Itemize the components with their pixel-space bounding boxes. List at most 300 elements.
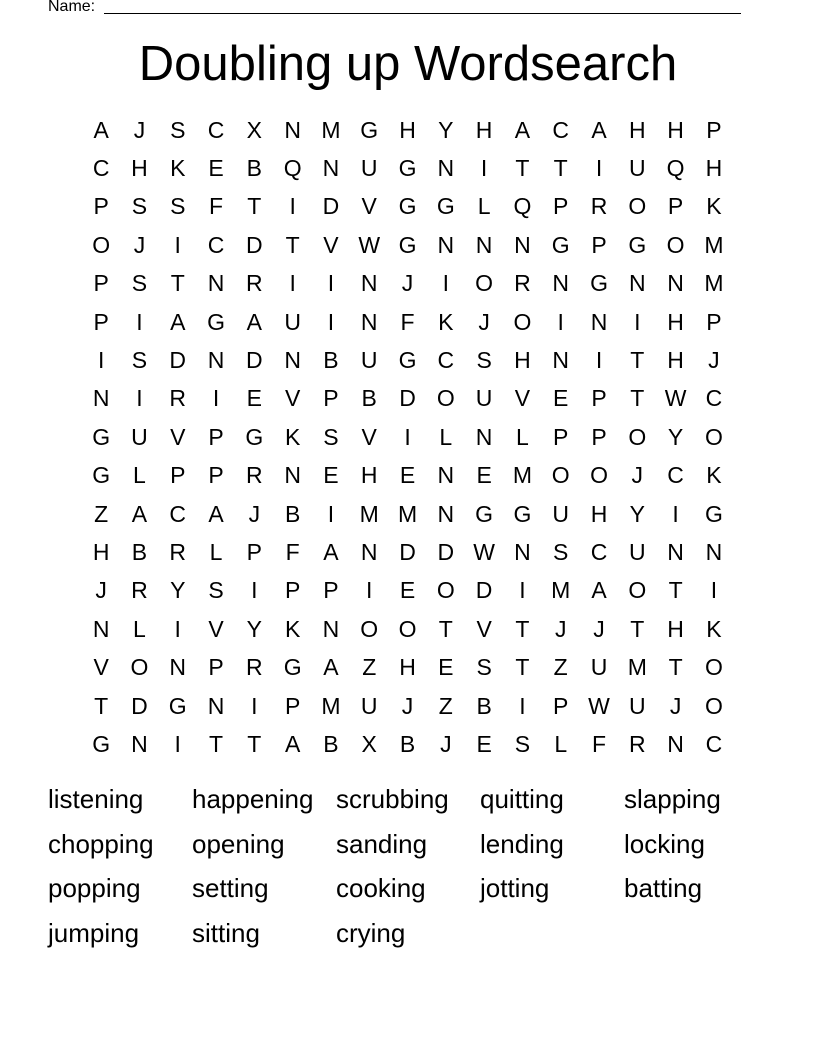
grid-letter: T: [438, 615, 453, 642]
grid-letter: H: [628, 116, 646, 143]
grid-letter: I: [327, 500, 335, 527]
grid-letter: Z: [553, 654, 568, 681]
grid-letter: A: [514, 116, 531, 143]
grid-letter: P: [170, 462, 186, 489]
grid-letter: B: [284, 500, 301, 527]
grid-letter: P: [284, 577, 301, 604]
grid-letter: P: [93, 193, 109, 220]
grid-letter: S: [514, 730, 531, 757]
grid-letter: Q: [666, 155, 685, 182]
grid-letter: R: [131, 577, 148, 604]
grid-letter: N: [705, 538, 723, 565]
grid-letter: A: [591, 116, 607, 143]
word-list-item: chopping: [48, 828, 154, 859]
grid-letter: N: [360, 270, 378, 297]
grid-letter: H: [667, 347, 684, 374]
grid-letter: N: [360, 538, 378, 565]
grid-letter: O: [590, 462, 608, 489]
grid-letter: N: [360, 308, 378, 335]
grid-letter: U: [552, 500, 570, 527]
grid-letter: O: [398, 615, 417, 642]
grid-letter: M: [321, 116, 341, 143]
grid-letter: I: [174, 231, 181, 258]
grid-letter: J: [401, 270, 414, 297]
grid-letter: N: [437, 231, 455, 258]
grid-letter: T: [170, 270, 185, 297]
grid-letter: G: [704, 500, 723, 527]
word-list-item: crying: [336, 917, 406, 948]
grid-letter: K: [170, 155, 186, 182]
grid-letter: G: [92, 462, 111, 489]
word-list-item: batting: [624, 873, 703, 903]
grid-letter: T: [630, 347, 645, 374]
grid-letter: O: [628, 577, 647, 604]
grid-letter: R: [246, 270, 263, 297]
grid-letter: J: [708, 347, 720, 374]
grid-letter: G: [398, 155, 417, 182]
grid-letter: A: [208, 500, 224, 527]
grid-letter: M: [359, 500, 379, 527]
grid-letter: Y: [170, 577, 186, 604]
grid-letter: T: [209, 730, 224, 757]
grid-letter: T: [515, 654, 530, 681]
grid-letter: U: [628, 692, 646, 719]
grid-letter: P: [667, 193, 684, 220]
grid-letter: H: [705, 155, 723, 182]
grid-letter: H: [360, 462, 378, 489]
grid-letter: V: [93, 654, 109, 681]
grid-letter: G: [207, 308, 225, 335]
grid-letter: U: [360, 347, 378, 374]
word-list-item: cooking: [336, 873, 426, 903]
grid-letter: G: [398, 231, 417, 258]
grid-letter: K: [284, 615, 301, 642]
grid-letter: V: [361, 193, 377, 220]
grid-letter: V: [476, 615, 492, 642]
grid-letter: W: [473, 538, 495, 565]
grid-letter: N: [92, 615, 110, 642]
grid-letter: O: [551, 462, 570, 489]
grid-letter: M: [321, 692, 341, 719]
grid-letter: F: [209, 193, 224, 220]
grid-letter: L: [477, 193, 491, 220]
grid-letter: U: [131, 423, 148, 450]
grid-letter: L: [133, 615, 146, 642]
grid-letter: G: [475, 500, 494, 527]
grid-letter: I: [595, 155, 603, 182]
grid-letter: V: [170, 423, 186, 450]
grid-letter: A: [246, 308, 262, 335]
grid-letter: I: [212, 385, 220, 412]
grid-letter: G: [590, 270, 608, 297]
grid-letter: O: [666, 231, 685, 258]
grid-letter: S: [208, 577, 224, 604]
grid-letter: G: [551, 231, 570, 258]
grid-letter: P: [591, 423, 607, 450]
grid-letter: M: [704, 270, 724, 297]
grid-letter: H: [667, 615, 684, 642]
grid-letter: N: [552, 347, 570, 374]
grid-letter: B: [323, 347, 339, 374]
grid-letter: P: [93, 308, 109, 335]
grid-letter: H: [590, 500, 608, 527]
grid-letter: I: [136, 308, 143, 335]
grid-letter: O: [513, 308, 532, 335]
grid-letter: J: [440, 730, 452, 757]
grid-letter: G: [628, 231, 647, 258]
grid-letter: P: [553, 423, 569, 450]
grid-letter: U: [475, 385, 493, 412]
grid-letter: M: [704, 231, 724, 258]
word-list-item: lending: [480, 828, 564, 859]
grid-letter: J: [133, 231, 146, 258]
grid-letter: T: [553, 155, 568, 182]
grid-letter: G: [92, 423, 111, 450]
grid-letter: C: [437, 347, 455, 374]
grid-letter: P: [208, 654, 224, 681]
grid-letter: U: [360, 155, 378, 182]
grid-letter: M: [627, 654, 647, 681]
grid-letter: D: [322, 193, 340, 220]
grid-letter: E: [553, 385, 569, 412]
grid-letter: B: [361, 385, 377, 412]
grid-letter: B: [476, 692, 492, 719]
grid-letter: N: [475, 231, 493, 258]
grid-letter: O: [436, 385, 455, 412]
grid-letter: I: [136, 385, 143, 412]
grid-letter: G: [92, 730, 111, 757]
grid-letter: D: [131, 692, 148, 719]
grid-letter: V: [323, 231, 339, 258]
grid-letter: N: [667, 730, 684, 757]
grid-letter: X: [246, 116, 262, 143]
grid-letter: I: [404, 423, 411, 450]
grid-letter: I: [634, 308, 641, 335]
grid-letter: E: [399, 577, 416, 604]
grid-letter: C: [705, 385, 723, 412]
grid-letter: O: [360, 615, 379, 642]
grid-letter: R: [169, 538, 187, 565]
name-field: [48, 0, 741, 17]
grid-letter: C: [92, 155, 110, 182]
grid-letter: J: [669, 692, 682, 719]
grid-letter: P: [208, 462, 224, 489]
grid-letter: K: [438, 308, 454, 335]
word-list-item: jotting: [480, 873, 550, 903]
grid-letter: M: [397, 500, 418, 527]
grid-letter: R: [169, 385, 187, 412]
grid-letter: T: [94, 692, 109, 719]
grid-letter: Z: [362, 654, 377, 681]
grid-letter: C: [590, 538, 608, 565]
grid-letter: H: [667, 308, 684, 335]
grid-letter: L: [516, 423, 529, 450]
grid-letter: D: [399, 385, 416, 412]
grid-letter: D: [246, 347, 263, 374]
word-list-item: slapping: [624, 784, 721, 814]
grid-letter: O: [704, 654, 723, 681]
letter-grid: [82, 111, 733, 764]
grid-letter: N: [514, 231, 531, 258]
grid-letter: I: [366, 577, 373, 604]
grid-letter: B: [131, 538, 148, 565]
grid-letter: V: [514, 385, 531, 412]
grid-letter: T: [247, 193, 262, 220]
grid-letter: R: [628, 730, 646, 757]
grid-letter: I: [327, 270, 335, 297]
grid-letter: N: [284, 462, 301, 489]
word-list-item: quitting: [480, 784, 564, 814]
grid-letter: L: [209, 538, 223, 565]
grid-letter: X: [361, 730, 377, 757]
grid-letter: C: [207, 116, 225, 143]
word-list-item: setting: [192, 873, 269, 903]
grid-letter: T: [515, 615, 530, 642]
grid-letter: G: [398, 193, 417, 220]
grid-letter: E: [399, 462, 416, 489]
grid-letter: I: [672, 500, 679, 527]
grid-letter: T: [630, 615, 645, 642]
grid-letter: J: [631, 462, 644, 489]
grid-letter: I: [174, 730, 181, 757]
grid-letter: T: [668, 654, 683, 681]
grid-letter: C: [207, 231, 225, 258]
word-list-item: happening: [192, 784, 314, 814]
grid-letter: N: [207, 692, 225, 719]
grid-letter: B: [323, 730, 339, 757]
grid-letter: N: [322, 155, 340, 182]
grid-letter: N: [437, 462, 455, 489]
grid-letter: U: [628, 155, 646, 182]
grid-letter: O: [130, 654, 149, 681]
grid-letter: U: [284, 308, 301, 335]
grid-letter: S: [131, 270, 148, 297]
grid-letter: S: [131, 347, 148, 374]
grid-letter: O: [436, 577, 455, 604]
grid-letter: T: [515, 155, 530, 182]
grid-letter: Y: [438, 116, 454, 143]
grid-letter: G: [245, 423, 264, 450]
grid-letter: H: [667, 116, 684, 143]
grid-letter: H: [399, 116, 416, 143]
grid-letter: Y: [667, 423, 684, 450]
grid-letter: I: [519, 577, 526, 604]
grid-letter: G: [283, 654, 302, 681]
grid-letter: P: [284, 692, 301, 719]
grid-letter: H: [131, 155, 148, 182]
grid-letter: C: [667, 462, 684, 489]
grid-letter: N: [169, 654, 187, 681]
grid-letter: P: [706, 116, 722, 143]
grid-letter: G: [398, 347, 417, 374]
grid-letter: R: [246, 462, 263, 489]
grid-letter: W: [358, 231, 381, 258]
grid-letter: P: [706, 308, 722, 335]
grid-letter: I: [557, 308, 564, 335]
grid-letter: J: [95, 577, 107, 604]
grid-letter: A: [131, 500, 148, 527]
grid-letter: S: [476, 654, 492, 681]
grid-letter: O: [628, 423, 647, 450]
grid-letter: C: [705, 730, 723, 757]
grid-letter: O: [628, 193, 647, 220]
grid-letter: T: [285, 231, 300, 258]
grid-letter: L: [133, 462, 146, 489]
word-list-item: opening: [192, 828, 285, 859]
word-list-item: listening: [48, 784, 144, 814]
grid-letter: N: [628, 270, 646, 297]
grid-letter: K: [706, 615, 722, 642]
word-list-item: jumping: [48, 917, 140, 948]
grid-letter: E: [208, 155, 224, 182]
grid-letter: C: [552, 116, 570, 143]
grid-letter: R: [590, 193, 608, 220]
grid-letter: M: [551, 577, 571, 604]
grid-letter: H: [399, 654, 416, 681]
grid-letter: I: [97, 347, 105, 374]
grid-letter: V: [284, 385, 301, 412]
grid-letter: S: [553, 538, 569, 565]
grid-letter: E: [476, 730, 492, 757]
grid-letter: D: [169, 347, 187, 374]
grid-letter: V: [208, 615, 224, 642]
grid-letter: R: [514, 270, 531, 297]
grid-letter: O: [92, 231, 111, 258]
grid-letter: U: [590, 654, 608, 681]
grid-letter: N: [437, 155, 455, 182]
grid-letter: G: [513, 500, 532, 527]
grid-letter: Z: [438, 692, 453, 719]
word-list-item: popping: [48, 873, 141, 903]
grid-letter: T: [630, 385, 645, 412]
grid-letter: N: [284, 347, 301, 374]
grid-letter: Y: [246, 615, 262, 642]
name-label: Name:: [48, 0, 96, 15]
grid-letter: I: [251, 577, 258, 604]
grid-letter: J: [554, 615, 567, 642]
grid-letter: R: [246, 654, 263, 681]
grid-letter: J: [248, 500, 261, 527]
grid-letter: E: [246, 385, 262, 412]
grid-letter: F: [285, 538, 300, 565]
word-list: [48, 777, 768, 955]
grid-letter: O: [475, 270, 494, 297]
grid-letter: U: [628, 538, 646, 565]
grid-letter: N: [590, 308, 608, 335]
grid-letter: B: [246, 155, 262, 182]
grid-letter: N: [437, 500, 455, 527]
grid-letter: J: [593, 615, 605, 642]
grid-letter: N: [207, 347, 225, 374]
grid-letter: J: [133, 116, 146, 143]
grid-letter: U: [360, 692, 378, 719]
grid-letter: Y: [629, 500, 645, 527]
grid-letter: N: [475, 423, 493, 450]
grid-letter: K: [706, 462, 722, 489]
grid-letter: A: [170, 308, 186, 335]
grid-letter: I: [519, 692, 526, 719]
grid-letter: N: [131, 730, 148, 757]
grid-letter: A: [323, 654, 339, 681]
grid-letter: A: [284, 730, 301, 757]
grid-letter: T: [668, 577, 683, 604]
word-list-item: scrubbing: [336, 784, 449, 814]
grid-letter: H: [475, 116, 493, 143]
grid-letter: I: [289, 270, 296, 297]
grid-letter: W: [588, 692, 610, 719]
grid-letter: P: [553, 193, 569, 220]
grid-letter: O: [704, 692, 723, 719]
grid-letter: W: [664, 385, 687, 412]
grid-letter: I: [327, 308, 335, 335]
grid-letter: Q: [283, 155, 302, 182]
grid-letter: P: [93, 270, 109, 297]
grid-letter: J: [478, 308, 490, 335]
grid-letter: L: [439, 423, 453, 450]
grid-letter: F: [591, 730, 607, 757]
grid-letter: Q: [513, 193, 532, 220]
grid-letter: I: [480, 155, 488, 182]
grid-letter: I: [595, 347, 603, 374]
grid-letter: O: [704, 423, 723, 450]
grid-letter: E: [438, 654, 454, 681]
name-underline: [104, 13, 741, 14]
grid-letter: E: [323, 462, 339, 489]
grid-letter: N: [667, 270, 684, 297]
grid-letter: I: [442, 270, 450, 297]
grid-letter: S: [170, 193, 186, 220]
grid-letter: P: [591, 385, 607, 412]
grid-letter: D: [399, 538, 416, 565]
grid-letter: I: [710, 577, 718, 604]
grid-letter: N: [667, 538, 684, 565]
grid-letter: N: [552, 270, 570, 297]
grid-letter: P: [323, 385, 339, 412]
grid-letter: P: [591, 231, 607, 258]
grid-letter: A: [323, 538, 339, 565]
page-title: Doubling up Wordsearch: [138, 37, 678, 91]
grid-letter: S: [170, 116, 186, 143]
grid-letter: S: [476, 347, 492, 374]
grid-letter: M: [512, 462, 532, 489]
grid-letter: N: [92, 385, 110, 412]
grid-letter: N: [284, 116, 301, 143]
grid-letter: C: [169, 500, 187, 527]
grid-letter: N: [207, 270, 225, 297]
grid-letter: K: [706, 193, 722, 220]
grid-letter: G: [436, 193, 455, 220]
grid-letter: I: [174, 615, 181, 642]
grid-letter: Z: [94, 500, 109, 527]
grid-letter: K: [284, 423, 301, 450]
grid-letter: P: [246, 538, 262, 565]
grid-letter: I: [289, 193, 296, 220]
grid-letter: D: [475, 577, 493, 604]
grid-letter: B: [399, 730, 416, 757]
grid-letter: P: [323, 577, 339, 604]
grid-letter: A: [93, 116, 109, 143]
grid-letter: G: [360, 116, 379, 143]
grid-letter: J: [401, 692, 414, 719]
grid-letter: H: [92, 538, 110, 565]
grid-letter: L: [554, 730, 568, 757]
grid-letter: N: [514, 538, 531, 565]
grid-letter: N: [322, 615, 340, 642]
grid-letter: F: [400, 308, 415, 335]
grid-letter: D: [246, 231, 263, 258]
grid-letter: E: [476, 462, 492, 489]
word-list-item: sitting: [192, 917, 260, 948]
